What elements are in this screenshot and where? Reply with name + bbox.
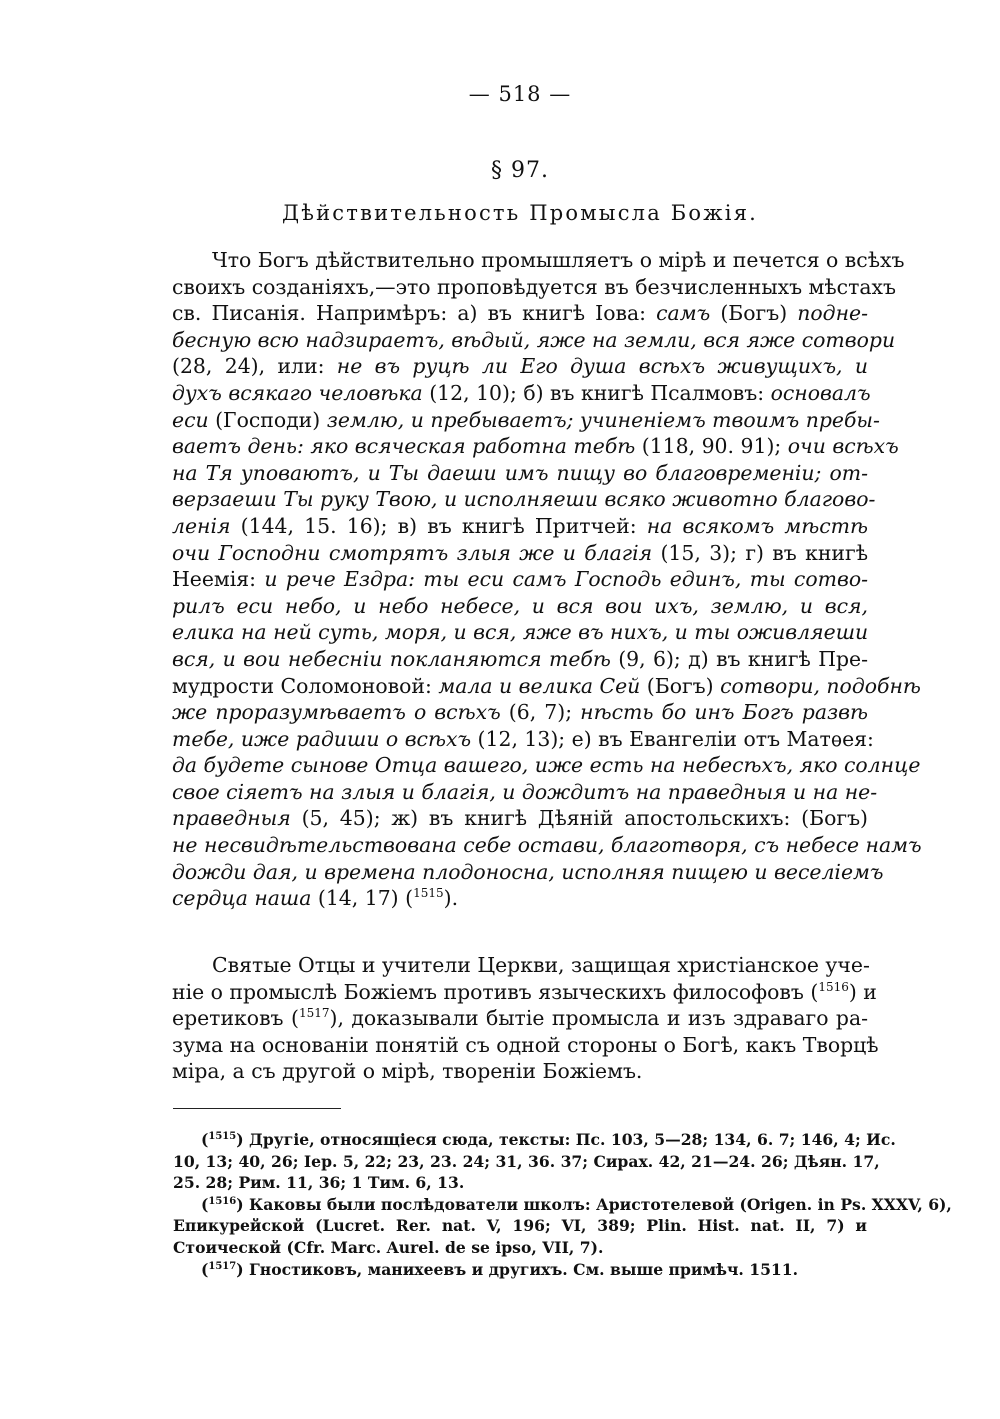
- quote-run: дожди дая, и времена плодоносна, исполняя пищею и веселіемъ: [172, 859, 884, 884]
- page-number: — 518 —: [468, 82, 572, 106]
- quote-run: очи Господни смотрятъ злыя же и благія: [172, 540, 653, 565]
- text-run: міра, а съ другой о мірѣ, твореніи Божіемъ.: [172, 1059, 643, 1084]
- footnote-line: [173, 1172, 867, 1194]
- footnote-text: Стоической (Cfr. Marc. Aurel. de se ipso, VII, 7).: [173, 1237, 604, 1257]
- quote-run: на всякомъ мѣстѣ: [646, 513, 868, 538]
- text-run: своихъ созданіяхъ,—это проповѣдуется въ безчисленныхъ мѣстахъ: [172, 274, 897, 299]
- text-run: зума на основаніи понятій съ одной стороны о Богѣ, какъ Творцѣ: [172, 1032, 879, 1057]
- text-line: [172, 247, 905, 274]
- footnote-text: ) Другіе, относящіеся сюда, тексты: Пс. 103, 5—28; 134, 6. 7; 146, 4; Ис.: [236, 1130, 896, 1149]
- text-line: [172, 566, 868, 593]
- quote-run: очи всѣхъ: [787, 434, 899, 459]
- text-line: [172, 593, 868, 620]
- text-run: (12, 10); б) въ книгѣ Псалмовъ:: [422, 380, 771, 405]
- quote-run: праведныя: [172, 806, 291, 831]
- footnote-number: 1515: [208, 1131, 237, 1142]
- text-line: [172, 353, 868, 380]
- footnote-line: [173, 1215, 867, 1237]
- text-run: (Богъ): [710, 301, 798, 326]
- text-line: [172, 885, 868, 912]
- text-line: [172, 859, 884, 886]
- text-line: [172, 486, 876, 513]
- quote-run: вся, и вои небесніи покланяются тебѣ: [172, 646, 611, 671]
- quote-run: же проразумѣваетъ о всѣхъ: [172, 700, 501, 725]
- text-line: [172, 1005, 868, 1032]
- quote-run: нѣсть бо инъ Богъ развѣ: [580, 700, 868, 725]
- section-title: Дѣйствительность Промысла Божія.: [281, 201, 759, 225]
- text-run: Неемія:: [172, 567, 265, 592]
- text-run: (Господи): [208, 407, 327, 432]
- text-run: ) и: [848, 979, 877, 1004]
- quote-run: не несвидѣтельствована себе остави, благотворя, съ небесе намъ: [172, 833, 922, 858]
- quote-run: ваетъ день: яко всяческая работна тебѣ: [172, 434, 636, 459]
- footnote-ref[interactable]: 1515: [413, 886, 444, 901]
- quote-run: да будете сынове Отца вашего, иже есть на небесѣхъ, яко солнце: [172, 753, 921, 778]
- text-line: [172, 540, 868, 567]
- quote-run: ленія: [172, 513, 231, 538]
- quote-run: свое сіяетъ на злыя и благія, и дождитъ на праведныя и на не-: [172, 779, 878, 804]
- text-line: [172, 779, 878, 806]
- quote-run: верзаеши Ты руку Твою, и исполняеши всяко животно благово-: [172, 487, 876, 512]
- paragraph-1: [172, 247, 922, 912]
- footnote-text: ) Гностиковъ, манихеевъ и другихъ. См. выше примѣч. 1511.: [236, 1259, 799, 1279]
- text-line: [172, 979, 877, 1006]
- text-line: [172, 619, 868, 646]
- footnote-text: 10, 13; 40, 26; Іер. 5, 22; 23, 23. 24; 31, 36. 37; Сирах. 42, 21—24. 26; Дѣян. 17,: [173, 1151, 880, 1171]
- text-run: мудрости Соломоновой:: [172, 673, 439, 698]
- text-run: ).: [443, 886, 459, 911]
- text-line: [172, 513, 868, 540]
- quote-run: землю, и пребываетъ; учиненіемъ твоимъ пребы-: [326, 407, 880, 432]
- text-line: [172, 752, 921, 779]
- text-line: [172, 380, 871, 407]
- footnote-number: 1517: [208, 1260, 237, 1272]
- footnote-text: ) Каковы были послѣдователи школъ: Аристотелевой (Origen. in Ps. XXXV, 6),: [236, 1194, 952, 1214]
- quote-run: мала и велика Сей: [438, 673, 641, 698]
- quote-run: не въ руцѣ ли Его душа всѣхъ живущихъ, и: [336, 354, 868, 379]
- text-run: (Богъ): [640, 673, 721, 698]
- text-line: [172, 646, 868, 673]
- footnote-line: [173, 1151, 880, 1173]
- text-run: (118, 90. 91);: [635, 434, 788, 459]
- quote-run: основалъ: [770, 380, 871, 405]
- text-line: [172, 832, 922, 859]
- quote-run: елика на ней суть, моря, и вся, яже въ нихъ, и ты оживляеши: [172, 620, 869, 645]
- footnote-text: 25. 28; Рим. 11, 36; 1 Тим. 6, 13.: [173, 1173, 465, 1193]
- text-line: [172, 327, 896, 354]
- quote-run: еси: [172, 407, 209, 432]
- quote-run: и рече Ездра: ты еси самъ Господь единъ, ты сотво-: [264, 567, 869, 592]
- quote-run: самъ: [656, 301, 711, 326]
- text-line: [172, 1032, 879, 1059]
- quote-run: духъ всякаго человѣка: [172, 380, 423, 405]
- text-line: [172, 699, 868, 726]
- quote-run: сердца наша: [172, 886, 312, 911]
- footnote-ref[interactable]: 1517: [298, 1006, 330, 1021]
- text-run: (6, 7);: [500, 700, 581, 725]
- text-run: (5, 45); ж) въ книгѣ Дѣяній апостольскихъ: (Богъ): [290, 806, 868, 831]
- text-run: Что Богъ дѣйствительно промышляетъ о мірѣ и печется о всѣхъ: [212, 248, 905, 272]
- text-run: (15, 3); г) въ книгѣ: [652, 540, 869, 565]
- text-line: [172, 673, 921, 700]
- paragraph-2: [172, 952, 879, 1085]
- footnote-line: ($^{1516}$) Каковы были послѣдователи школъ: Аристотелевой (Origen. in Ps. XXXV, 6),: [201, 1194, 952, 1214]
- quote-run: подне-: [797, 301, 868, 326]
- quote-run: сотвори, подобнѣ: [720, 673, 921, 698]
- text-line: [172, 460, 868, 487]
- footnotes: [173, 1129, 952, 1280]
- footnote-text: Епикурейской (Lucret. Rer. nat. V, 196; VI, 389; Plin. Hist. nat. II, 7) и: [173, 1216, 867, 1236]
- text-line: [172, 1058, 868, 1085]
- footnote-divider: [173, 1108, 341, 1109]
- text-line: [172, 805, 868, 832]
- text-run: (12, 13); е) въ Евангеліи отъ Матѳея:: [471, 726, 874, 751]
- text-run: ніе о промыслѣ Божіемъ противъ языческихъ философовъ (: [172, 979, 819, 1004]
- text-line: [172, 952, 868, 979]
- text-run: (9, 6); д) въ книгѣ Пре-: [610, 646, 868, 671]
- text-line: [172, 274, 897, 301]
- text-line: [172, 300, 868, 327]
- quote-run: бесную всю надзираетъ, вѣдый, яже на земли, вся яже сотвори: [172, 327, 896, 352]
- text-run: св. Писанія. Напримѣръ: а) въ книгѣ Іова:: [172, 301, 657, 326]
- text-run: Святые Отцы и учители Церкви, защищая христіанское уче-: [212, 953, 870, 977]
- text-run: (14, 17) (: [311, 886, 414, 911]
- text-run: (144, 15. 16); в) въ книгѣ Притчей:: [230, 513, 647, 538]
- text-run: еретиковъ (: [172, 1006, 299, 1031]
- footnote-line: [173, 1237, 867, 1259]
- text-line: [172, 407, 880, 434]
- quote-run: на Тя уповаютъ, и Ты даеши имъ пищу во благовременіи; от-: [172, 460, 868, 485]
- section-number: § 97.: [491, 158, 549, 183]
- quote-run: рилъ еси небо, и небо небесе, и вся вои ихъ, землю, и вся,: [172, 593, 868, 618]
- footnote-line: ($^{1517}$) Гностиковъ, манихеевъ и другихъ. См. выше примѣч. 1511.: [201, 1259, 799, 1279]
- footnote-ref[interactable]: 1516: [818, 979, 849, 994]
- quote-run: тебе, иже радиши о всѣхъ: [172, 726, 472, 751]
- text-run: (28, 24), или:: [172, 354, 337, 379]
- text-run: ), доказывали бытіе промысла и изъ здраваго ра-: [329, 1006, 869, 1031]
- text-line: [172, 726, 874, 753]
- footnote-number: 1516: [208, 1195, 237, 1207]
- text-line: [172, 433, 899, 460]
- footnote-line: ($^{1515}$) Другіе, относящіеся сюда, тексты: Пс. 103, 5—28; 134, 6. 7; 146, 4; Ис.: [201, 1130, 896, 1149]
